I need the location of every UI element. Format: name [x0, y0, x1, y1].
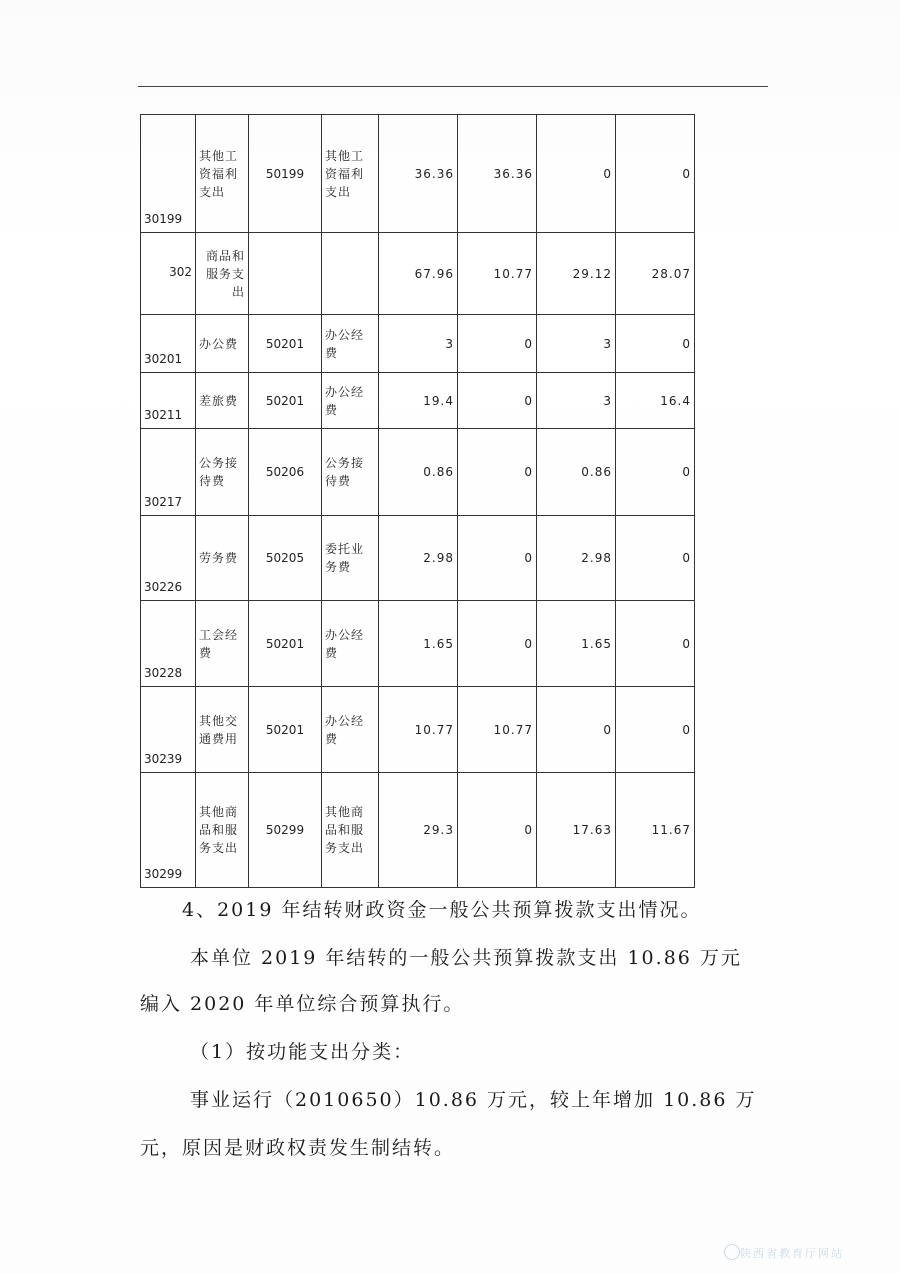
cell-func-code: 30228	[141, 601, 196, 687]
cell-econ-code: 50299	[249, 773, 322, 888]
table-row	[141, 233, 695, 315]
cell-total: 29.3	[379, 773, 458, 888]
cell-func-code: 30201	[141, 315, 196, 373]
cell-total: 2.98	[379, 516, 458, 601]
table-row	[141, 115, 695, 233]
cell-econ-code: 50201	[249, 687, 322, 773]
cell-econ-name: 办公经费	[322, 373, 379, 429]
cell-econ-code: 50205	[249, 516, 322, 601]
cell-other: 0	[616, 601, 695, 687]
paragraph-line: 编入 2020 年单位综合预算执行。	[140, 993, 465, 1015]
cell-econ-code: 50201	[249, 315, 322, 373]
cell-total: 67.96	[379, 233, 458, 315]
cell-basic: 36.36	[458, 115, 537, 233]
cell-total: 10.77	[379, 687, 458, 773]
cell-project: 3	[537, 315, 616, 373]
cell-func-code: 30217	[141, 429, 196, 516]
cell-econ-code: 50199	[249, 115, 322, 233]
cell-func-code: 30239	[141, 687, 196, 773]
cell-func-name: 差旅费	[196, 373, 249, 429]
cell-func-name: 其他交通费用	[196, 687, 249, 773]
cell-func-code: 30299	[141, 773, 196, 888]
sub-heading: （1）按功能支出分类：	[190, 1041, 415, 1063]
cell-other: 0	[616, 687, 695, 773]
cell-func-code: 30199	[141, 115, 196, 233]
cell-econ-name: 委托业务费	[322, 516, 379, 601]
cell-total: 3	[379, 315, 458, 373]
cell-econ-name: 其他商品和服务支出	[322, 773, 379, 888]
cell-project: 3	[537, 373, 616, 429]
section-heading: 4、2019 年结转财政资金一般公共预算拨款支出情况。	[182, 899, 702, 921]
cell-basic: 0	[458, 516, 537, 601]
cell-project: 2.98	[537, 516, 616, 601]
cell-func-code: 30226	[141, 516, 196, 601]
paragraph-line: 元，原因是财政权责发生制结转。	[140, 1137, 456, 1159]
cell-project: 0	[537, 115, 616, 233]
cell-func-name: 劳务费	[196, 516, 249, 601]
cell-other: 0	[616, 429, 695, 516]
cell-other: 11.67	[616, 773, 695, 888]
cell-basic: 0	[458, 373, 537, 429]
cell-econ-name: 办公经费	[322, 601, 379, 687]
cell-project: 0	[537, 687, 616, 773]
cell-other: 0	[616, 315, 695, 373]
cell-total: 19.4	[379, 373, 458, 429]
cell-project: 1.65	[537, 601, 616, 687]
cell-basic: 0	[458, 429, 537, 516]
cell-total: 0.86	[379, 429, 458, 516]
cell-total: 1.65	[379, 601, 458, 687]
cell-func-name: 办公费	[196, 315, 249, 373]
cell-func-name: 工会经费	[196, 601, 249, 687]
paragraph-line: 事业运行（2010650）10.86 万元，较上年增加 10.86 万	[190, 1089, 757, 1111]
budget-table	[140, 114, 695, 888]
cell-func-name: 商品和服务支出	[196, 233, 249, 315]
cell-project: 17.63	[537, 773, 616, 888]
header-rule	[138, 86, 768, 87]
table-row	[141, 315, 695, 373]
cell-basic: 0	[458, 773, 537, 888]
table-row	[141, 687, 695, 773]
paragraph-line: 本单位 2019 年结转的一般公共预算拨款支出 10.86 万元	[190, 947, 742, 969]
cell-basic: 0	[458, 601, 537, 687]
cell-econ-code	[249, 233, 322, 315]
cell-other: 0	[616, 115, 695, 233]
cell-project: 0.86	[537, 429, 616, 516]
table-row	[141, 373, 695, 429]
table-row	[141, 429, 695, 516]
cell-econ-code: 50201	[249, 601, 322, 687]
cell-project: 29.12	[537, 233, 616, 315]
cell-econ-code: 50206	[249, 429, 322, 516]
cell-func-name: 公务接待费	[196, 429, 249, 516]
cell-econ-name: 公务接待费	[322, 429, 379, 516]
table-row	[141, 773, 695, 888]
table-row	[141, 516, 695, 601]
cell-basic: 10.77	[458, 687, 537, 773]
cell-func-code: 302	[141, 233, 196, 315]
cell-other: 0	[616, 516, 695, 601]
cell-econ-name: 办公经费	[322, 687, 379, 773]
cell-func-code: 30211	[141, 373, 196, 429]
cell-basic: 10.77	[458, 233, 537, 315]
cell-econ-code: 50201	[249, 373, 322, 429]
cell-econ-name: 其他工资福利支出	[322, 115, 379, 233]
cell-func-name: 其他商品和服务支出	[196, 773, 249, 888]
cell-other: 16.4	[616, 373, 695, 429]
cell-basic: 0	[458, 315, 537, 373]
cell-other: 28.07	[616, 233, 695, 315]
watermark-logo-icon	[724, 1244, 740, 1260]
cell-econ-name	[322, 233, 379, 315]
cell-func-name: 其他工资福利支出	[196, 115, 249, 233]
cell-total: 36.36	[379, 115, 458, 233]
table-row	[141, 601, 695, 687]
cell-econ-name: 办公经费	[322, 315, 379, 373]
watermark: 陕西省教育厅网站	[740, 1247, 844, 1260]
